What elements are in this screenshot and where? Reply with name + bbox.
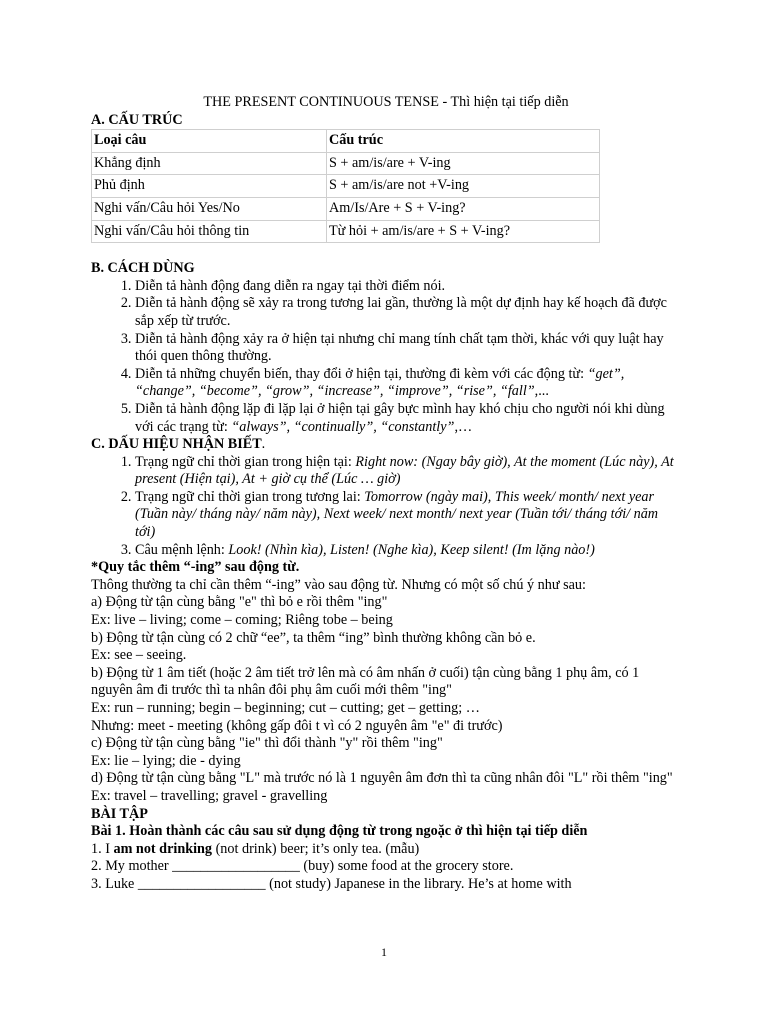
rules-line: c) Động từ tận cùng bằng "ie" thì đổi thành "y" rồi thêm "ing" bbox=[91, 735, 443, 752]
exercise-question bbox=[91, 841, 681, 859]
table-header-cell: Loại câu bbox=[92, 130, 327, 153]
exercise-question: 2. My mother __________________ (buy) some food at the grocery store. bbox=[91, 858, 514, 875]
table-cell: Phủ định bbox=[92, 175, 327, 198]
list-item bbox=[135, 489, 681, 542]
rules-heading: *Quy tắc thêm “-ing” sau động từ. bbox=[91, 559, 300, 576]
table-cell: Am/Is/Are + S + V-ing? bbox=[327, 197, 600, 220]
list-item bbox=[135, 401, 681, 436]
list-item-text: Diễn tả hành động lặp đi lặp lại ở hiện tại gây bực mình hay khó chịu cho người nói khi dùng với các trạng từ: bbox=[135, 400, 665, 435]
section-a-heading: A. CẤU TRÚC bbox=[91, 111, 183, 128]
list-item-text: Trạng ngữ chỉ thời gian trong hiện tại: bbox=[135, 453, 356, 470]
question-text: (not drink) beer; it’s only tea. (mẫu) bbox=[212, 840, 420, 857]
list-item-text: Trạng ngữ chỉ thời gian trong tương lai: bbox=[135, 488, 365, 505]
document-title: THE PRESENT CONTINUOUS TENSE - Thì hiện tại tiếp diễn bbox=[203, 94, 569, 110]
rules-line: Ex: travel – travelling; gravel - gravelling bbox=[91, 787, 328, 804]
blank-line bbox=[91, 243, 681, 260]
list-item bbox=[135, 366, 681, 401]
table-cell: Khẳng định bbox=[92, 152, 327, 175]
rules-line: b) Động từ 1 âm tiết (hoặc 2 âm tiết trở lên mà có âm nhấn ở cuối) tận cùng bằng 1 phụ âm, có 1 nguyên âm đi trước thì ta nhân đôi phụ âm cuối mới thêm "ing" bbox=[91, 664, 640, 699]
table-cell: Từ hỏi + am/is/are + S + V-ing? bbox=[327, 220, 600, 243]
rules-line: Ex: run – running; begin – beginning; cut – cutting; get – getting; … bbox=[91, 700, 480, 716]
table-header-cell: Cấu trúc bbox=[327, 130, 600, 153]
table-row bbox=[92, 152, 600, 175]
list-item bbox=[135, 542, 681, 560]
list-item-italic: Tomorrow (ngày mai), This week/ month/ next year (Tuần này/ tháng này/ năm này), Next week/ next month/ next year (Tuần tới/ tháng tới/ năm tới) bbox=[135, 488, 659, 541]
list-item bbox=[135, 278, 681, 296]
rules-line: d) Động từ tận cùng bằng "L" mà trước nó là 1 nguyên âm đơn thì ta cũng nhân đôi "L" rồi thêm "ing" bbox=[91, 770, 673, 787]
page-number: 1 bbox=[381, 945, 387, 959]
list-item-italic: “always”, “continually”, “constantly” bbox=[231, 418, 455, 435]
list-item-text: Diễn tả những chuyển biến, thay đổi ở hiện tại, thường đi kèm với các động từ: bbox=[135, 365, 588, 382]
document-page bbox=[91, 94, 681, 894]
rules-line: Ex: see – seeing. bbox=[91, 647, 187, 664]
rules-line: a) Động từ tận cùng bằng "e" thì bỏ e rồi thêm "ing" bbox=[91, 594, 388, 611]
table-row bbox=[92, 220, 600, 243]
signs-list bbox=[91, 454, 681, 560]
table-row bbox=[92, 197, 600, 220]
section-c-heading: C. DẤU HIỆU NHẬN BIẾT bbox=[91, 436, 262, 453]
rules-line: b) Động từ tận cùng có 2 chữ “ee”, ta thêm “ing” bình thường không cần bỏ e. bbox=[91, 629, 536, 646]
list-item-text: Diễn tả hành động đang diễn ra ngay tại thời điểm nói. bbox=[135, 277, 446, 294]
list-item-italic: “get”, “change”, “become”, “grow”, “increase”, “improve”, “rise”, “fall” bbox=[135, 365, 625, 400]
rules-line: Ex: live – living; come – coming; Riêng tobe – being bbox=[91, 612, 393, 629]
rules-line: Nhưng: meet - meeting (không gấp đôi t vì có 2 nguyên âm "e" đi trước) bbox=[91, 717, 503, 734]
table-cell: Nghi vấn/Câu hỏi Yes/No bbox=[92, 197, 327, 220]
exercise-question: 3. Luke __________________ (not study) Japanese in the library. He’s at home with bbox=[91, 875, 572, 892]
list-item-italic: Right now: (Ngay bây giờ), At the moment (Lúc này), At present (Hiện tại), At + giờ cụ thể (Lúc … giờ) bbox=[135, 453, 674, 488]
list-item-tail: ,… bbox=[454, 418, 473, 435]
list-item-tail: ,... bbox=[534, 383, 549, 400]
list-item-text: Diễn tả hành động sẽ xảy ra trong tương lai gần, thường là một dự định hay kế hoạch đã được sắp xếp từ trước. bbox=[135, 295, 667, 329]
section-b-heading: B. CÁCH DÙNG bbox=[91, 260, 195, 277]
table-cell: Nghi vấn/Câu hỏi thông tin bbox=[92, 220, 327, 243]
list-item bbox=[135, 331, 681, 366]
exercises-heading: BÀI TẬP bbox=[91, 805, 148, 822]
section-c-heading-line bbox=[91, 436, 681, 454]
section-c-heading-tail: . bbox=[261, 436, 266, 453]
question-text: 1. I bbox=[91, 840, 114, 857]
rules-line: Ex: lie – lying; die - dying bbox=[91, 752, 241, 769]
usage-list bbox=[91, 278, 681, 436]
question-answer: am not drinking bbox=[113, 840, 213, 857]
rules-line: Thông thường ta chỉ cần thêm “-ing” vào sau động từ. Nhưng có một số chú ý như sau: bbox=[91, 576, 586, 593]
list-item bbox=[135, 454, 681, 489]
table-cell: S + am/is/are not +V-ing bbox=[327, 175, 600, 198]
list-item-italic: Look! (Nhìn kìa), Listen! (Nghe kìa), Keep silent! (Im lặng nào!) bbox=[228, 541, 595, 558]
table-header-row bbox=[92, 130, 600, 153]
table-cell: S + am/is/are + V-ing bbox=[327, 152, 600, 175]
list-item-text: Diễn tả hành động xảy ra ở hiện tại nhưng chỉ mang tính chất tạm thời, khác với quy luật hay thói quen thông thường. bbox=[135, 330, 664, 365]
exercise-1-heading: Bài 1. Hoàn thành các câu sau sử dụng động từ trong ngoặc ở thì hiện tại tiếp diễn bbox=[91, 823, 588, 840]
structure-table bbox=[91, 129, 600, 243]
list-item-text: Câu mệnh lệnh: bbox=[135, 541, 229, 558]
table-row bbox=[92, 175, 600, 198]
list-item bbox=[135, 295, 681, 330]
